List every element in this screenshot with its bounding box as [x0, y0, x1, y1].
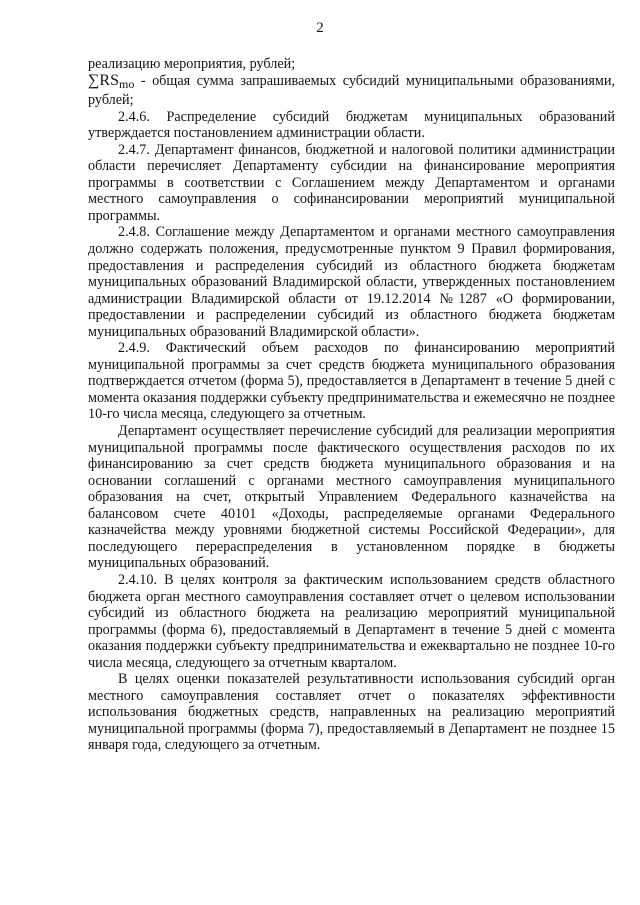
paragraph-continuation: реализацию мероприятия, рублей; [88, 56, 296, 72]
paragraph-2-4-9: 2.4.9. Фактический объем расходов по финансированию мероприятий муниципальной программы за счет средств бюджета муниципального образования подтверждается отчетом (форма 5), предоставляется в Департамент в течение 5 дней с момента оказания поддержки субъекту предпринимательства и ежемесячно не позднее 10-го числа месяца, следующего за отчетным. [88, 340, 615, 423]
document-body [88, 56, 615, 754]
paragraph-department-transfer: Департамент осуществляет перечисление субсидий для реализации мероприятия муниципальной программы после фактического осуществления расходов по их финансированию за счет средств бюджета муниципального образования и на основании соглашений с органами местного самоуправления муниципального образования на счет, открытый Управлением Федерального казначейства на балансовом счете 40101 «Доходы, распределяемые органами Федерального казначейства между уровнями бюджетной системы Российской Федерации», для последующего перераспределения в установленном порядке в бюджеты муниципальных образований. [88, 423, 615, 572]
paragraph-2-4-8: 2.4.8. Соглашение между Департаментом и органами местного самоуправления должно содержать положения, предусмотренные пунктом 9 Правил формирования, предоставления и распределения субсидий из областного бюджета бюджетам муниципальных образований Владимирской области, утвержденных постановлением администрации Владимирской области от 19.12.2014 №1287 «О формировании, предоставлении и распределении субсидий из областного бюджета бюджетам муниципальных образований Владимирской области». [88, 224, 615, 340]
sigma-symbol: ∑ [88, 71, 100, 89]
formula-variable: RS [99, 71, 119, 89]
page-number: 2 [316, 20, 324, 36]
formula-subscript: mo [118, 76, 135, 91]
formula-description: - общая сумма запрашиваемых субсидий муниципальными образованиями, рублей; [88, 72, 615, 109]
paragraph-effectiveness-report: В целях оценки показателей результативности использования субсидий орган местного самоуправления составляет отчет о показателях эффективности использования бюджетных средств, направленных на реализацию мероприятий муниципальной программы (форма 7), предоставляемый в Департамент не позднее 15 января года, следующего за отчетным. [88, 671, 615, 754]
sum-formula [88, 73, 134, 89]
paragraph-2-4-10: 2.4.10. В целях контроля за фактическим использованием средств областного бюджета орган местного самоуправления составляет отчет о целевом использовании субсидий из областного бюджета на реализацию мероприятий муниципальной программы (форма 6), предоставляемый в Департамент в течение 5 дней с момента оказания поддержки субъекту предпринимательства и ежеквартально не позднее 10-го числа месяца, следующего за отчетным кварталом. [88, 571, 615, 671]
paragraph-2-4-7: 2.4.7. Департамент финансов, бюджетной и налоговой политики администрации области перечисляет Департаменту субсидии на финансирование мероприятия программы в соответствии с Соглашением между Департаментом и органами местного самоуправления о софинансировании мероприятий муниципальной программы. [88, 141, 615, 224]
formula-definition [88, 73, 615, 109]
paragraph-2-4-6: 2.4.6. Распределение субсидий бюджетам муниципальных образований утверждается постановлением администрации области. [88, 108, 615, 142]
